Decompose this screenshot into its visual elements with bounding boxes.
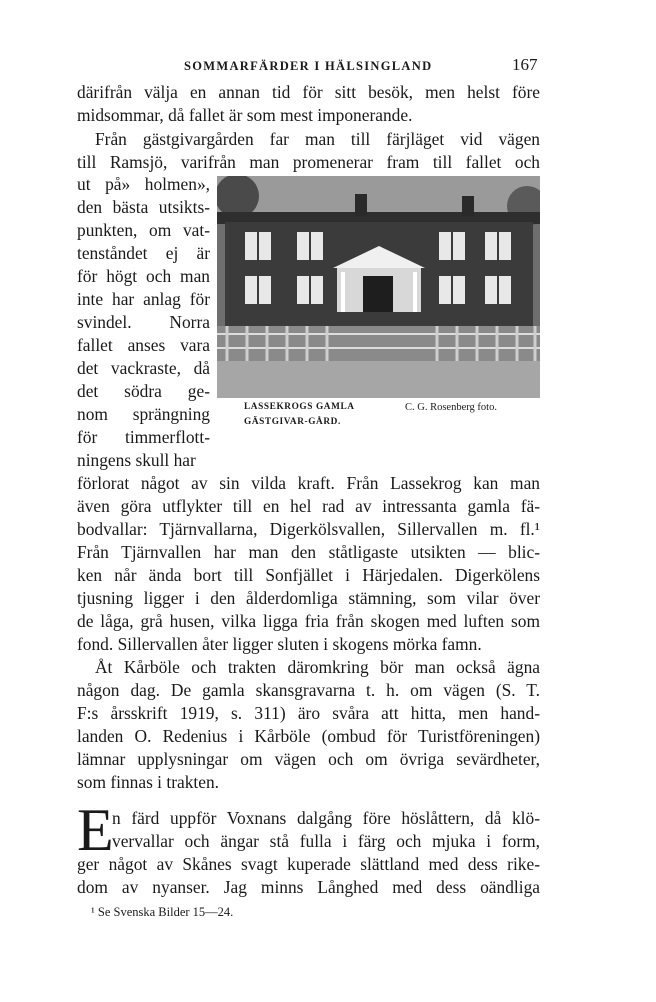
text-line: F:s årsskrift 1919, s. 311) äro svåra att hitta, men hand- bbox=[77, 703, 540, 723]
text-line: Från gästgivargården far man till färjläget vid vägen bbox=[95, 129, 540, 149]
running-title: SOMMARFÄRDER I HÄLSINGLAND bbox=[184, 59, 433, 73]
text-line: nom sprängning bbox=[77, 404, 210, 424]
text-line: inte har anlag för bbox=[77, 289, 210, 309]
text-line: det södra ge- bbox=[77, 381, 210, 401]
text-line: det vackraste, då bbox=[77, 358, 210, 378]
text-line: landen O. Redenius i Kårböle (ombud för Turistföreningen) bbox=[77, 726, 540, 746]
text-line: även göra utflykter till en hel rad av intressanta gamla fä- bbox=[77, 496, 540, 516]
footnote: ¹ Se Svenska Bilder 15—24. bbox=[91, 905, 234, 919]
text-line: som finnas i trakten. bbox=[77, 772, 219, 792]
text-line: för högt och man bbox=[77, 266, 210, 286]
text-line: bodvallar: Tjärnvallarna, Digerkölsvallen, Sillervallen m. fl.¹ bbox=[77, 519, 540, 539]
house-illustration bbox=[217, 176, 540, 398]
text-line: för timmerflott- bbox=[77, 427, 210, 447]
text-line: tjusning ligger i den ålderdomliga stämning, som vilar över bbox=[77, 588, 540, 608]
text-line: punkten, om vat- bbox=[77, 220, 210, 240]
text-line: dom av nyanser. Jag minns Långhed med dess oändliga bbox=[77, 877, 540, 897]
text-line: fallet anses vara bbox=[77, 335, 210, 355]
text-line: midsommar, då fallet är som mest imponerande. bbox=[77, 105, 413, 125]
drop-cap: E bbox=[77, 797, 114, 863]
text-line: svindel. Norra bbox=[77, 312, 210, 332]
text-line: förlorat något av sin vilda kraft. Från Lassekrog kan man bbox=[77, 473, 540, 493]
text-line: de låga, grå husen, vilka ligga fria från skogen med luften som bbox=[77, 611, 540, 631]
gastgivargard-photo bbox=[217, 176, 540, 398]
text-line: ken når ända bort till Sonfjället i Härjedalen. Digerkölens bbox=[77, 565, 540, 585]
text-line: därifrån välja en annan tid för sitt besök, men helst före bbox=[77, 82, 540, 102]
text-line: lämnar upplysningar om vägen och om övriga sevärdheter, bbox=[77, 749, 540, 769]
text-line: n färd uppför Voxnans dalgång före höslåttern, då klö- bbox=[112, 808, 540, 828]
text-line: till Ramsjö, varifrån man promenerar fram till fallet och bbox=[77, 152, 540, 172]
photo-credit: C. G. Rosenberg foto. bbox=[405, 402, 497, 413]
photo-caption: LASSEKROGS GAMLA GÄSTGIVAR-GÅRD. bbox=[244, 402, 355, 427]
text-line: vervallar och ängar stå fulla i färg och mjuka i form, bbox=[112, 831, 540, 851]
text-line: någon dag. De gamla skansgravarna t. h. om vägen (S. T. bbox=[77, 680, 540, 700]
text-line: Åt Kårböle och trakten däromkring bör man också ägna bbox=[95, 657, 540, 677]
text-line: ut på» holmen», bbox=[77, 174, 210, 194]
text-line: ger något av Skånes svagt kuperade slättland med dess rike- bbox=[77, 854, 540, 874]
text-line: tenståndet ej är bbox=[77, 243, 210, 263]
text-line: ningens skull har bbox=[77, 450, 196, 470]
text-line: den bästa utsikts- bbox=[77, 197, 210, 217]
page-header bbox=[0, 55, 656, 81]
text-line: fond. Sillervallen åter ligger sluten i skogens mörka famn. bbox=[77, 634, 482, 654]
text-line: Från Tjärnvallen har man den ståtligaste utsikten — blic- bbox=[77, 542, 540, 562]
page-number: 167 bbox=[512, 55, 538, 74]
